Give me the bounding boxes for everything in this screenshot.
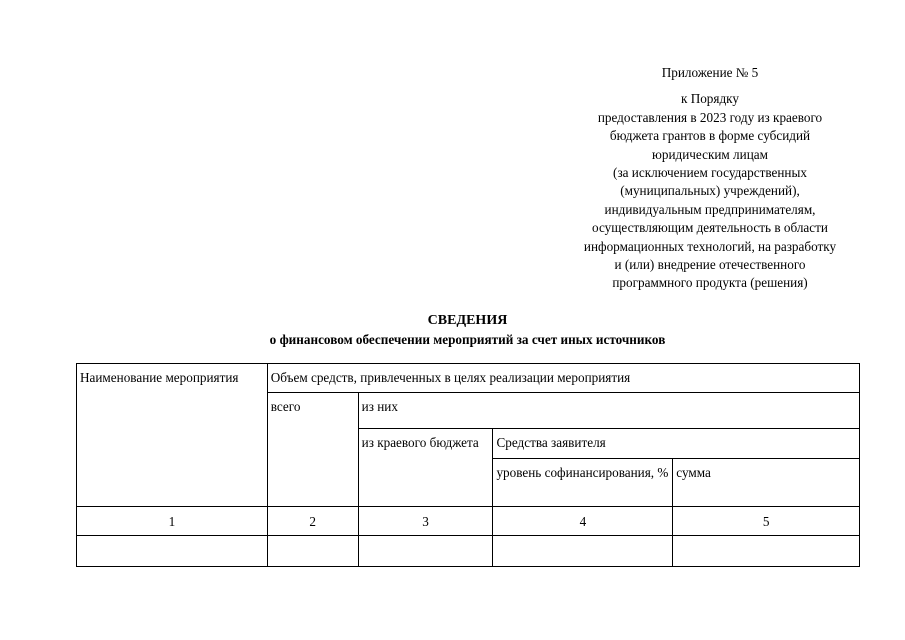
appendix-line: предоставления в 2023 году из краевого <box>597 109 823 125</box>
appendix-line: бюджета грантов в форме субсидий <box>609 128 811 144</box>
appendix-block <box>560 64 860 293</box>
header-applicant-funds: Средства заявителя <box>493 429 860 459</box>
column-number: 2 <box>267 507 358 536</box>
appendix-line: юридическим лицам <box>652 146 768 162</box>
appendix-line: (за исключением государственных <box>613 165 807 181</box>
appendix-line: информационных технологий, на разработку <box>583 238 837 254</box>
header-amount: сумма <box>673 459 860 507</box>
column-number-row <box>77 507 860 536</box>
header-funds-volume: Объем средств, привлеченных в целях реализации мероприятия <box>267 364 859 393</box>
column-number: 4 <box>493 507 673 536</box>
funding-table <box>76 363 860 567</box>
header-cofinancing-level: уровень софинансирования, % <box>493 459 673 507</box>
appendix-number: Приложение № 5 <box>661 65 759 80</box>
table-cell <box>493 536 673 567</box>
header-of-which: из них <box>358 393 859 429</box>
table-cell <box>267 536 358 567</box>
document-subtitle: о финансовом обеспечении мероприятий за счет иных источников <box>269 332 666 347</box>
table-cell <box>673 536 860 567</box>
column-number: 5 <box>673 507 860 536</box>
appendix-line: индивидуальным предпринимателям, <box>604 201 816 217</box>
header-row <box>77 364 860 393</box>
header-regional-budget: из краевого бюджета <box>358 429 493 507</box>
column-number: 3 <box>358 507 493 536</box>
appendix-line: осуществляющим деятельность в области <box>592 220 828 236</box>
appendix-line: программного продукта (решения) <box>612 275 808 291</box>
appendix-line: и (или) внедрение отечественного <box>614 257 806 273</box>
column-number: 1 <box>77 507 268 536</box>
header-activity-name: Наименование мероприятия <box>77 364 268 507</box>
table-row <box>77 536 860 567</box>
document-title: СВЕДЕНИЯ <box>427 313 508 328</box>
appendix-line: к Порядку <box>680 91 739 107</box>
header-total: всего <box>267 393 358 507</box>
appendix-line: (муниципальных) учреждений), <box>620 183 800 199</box>
table-cell <box>358 536 493 567</box>
table-cell <box>77 536 268 567</box>
